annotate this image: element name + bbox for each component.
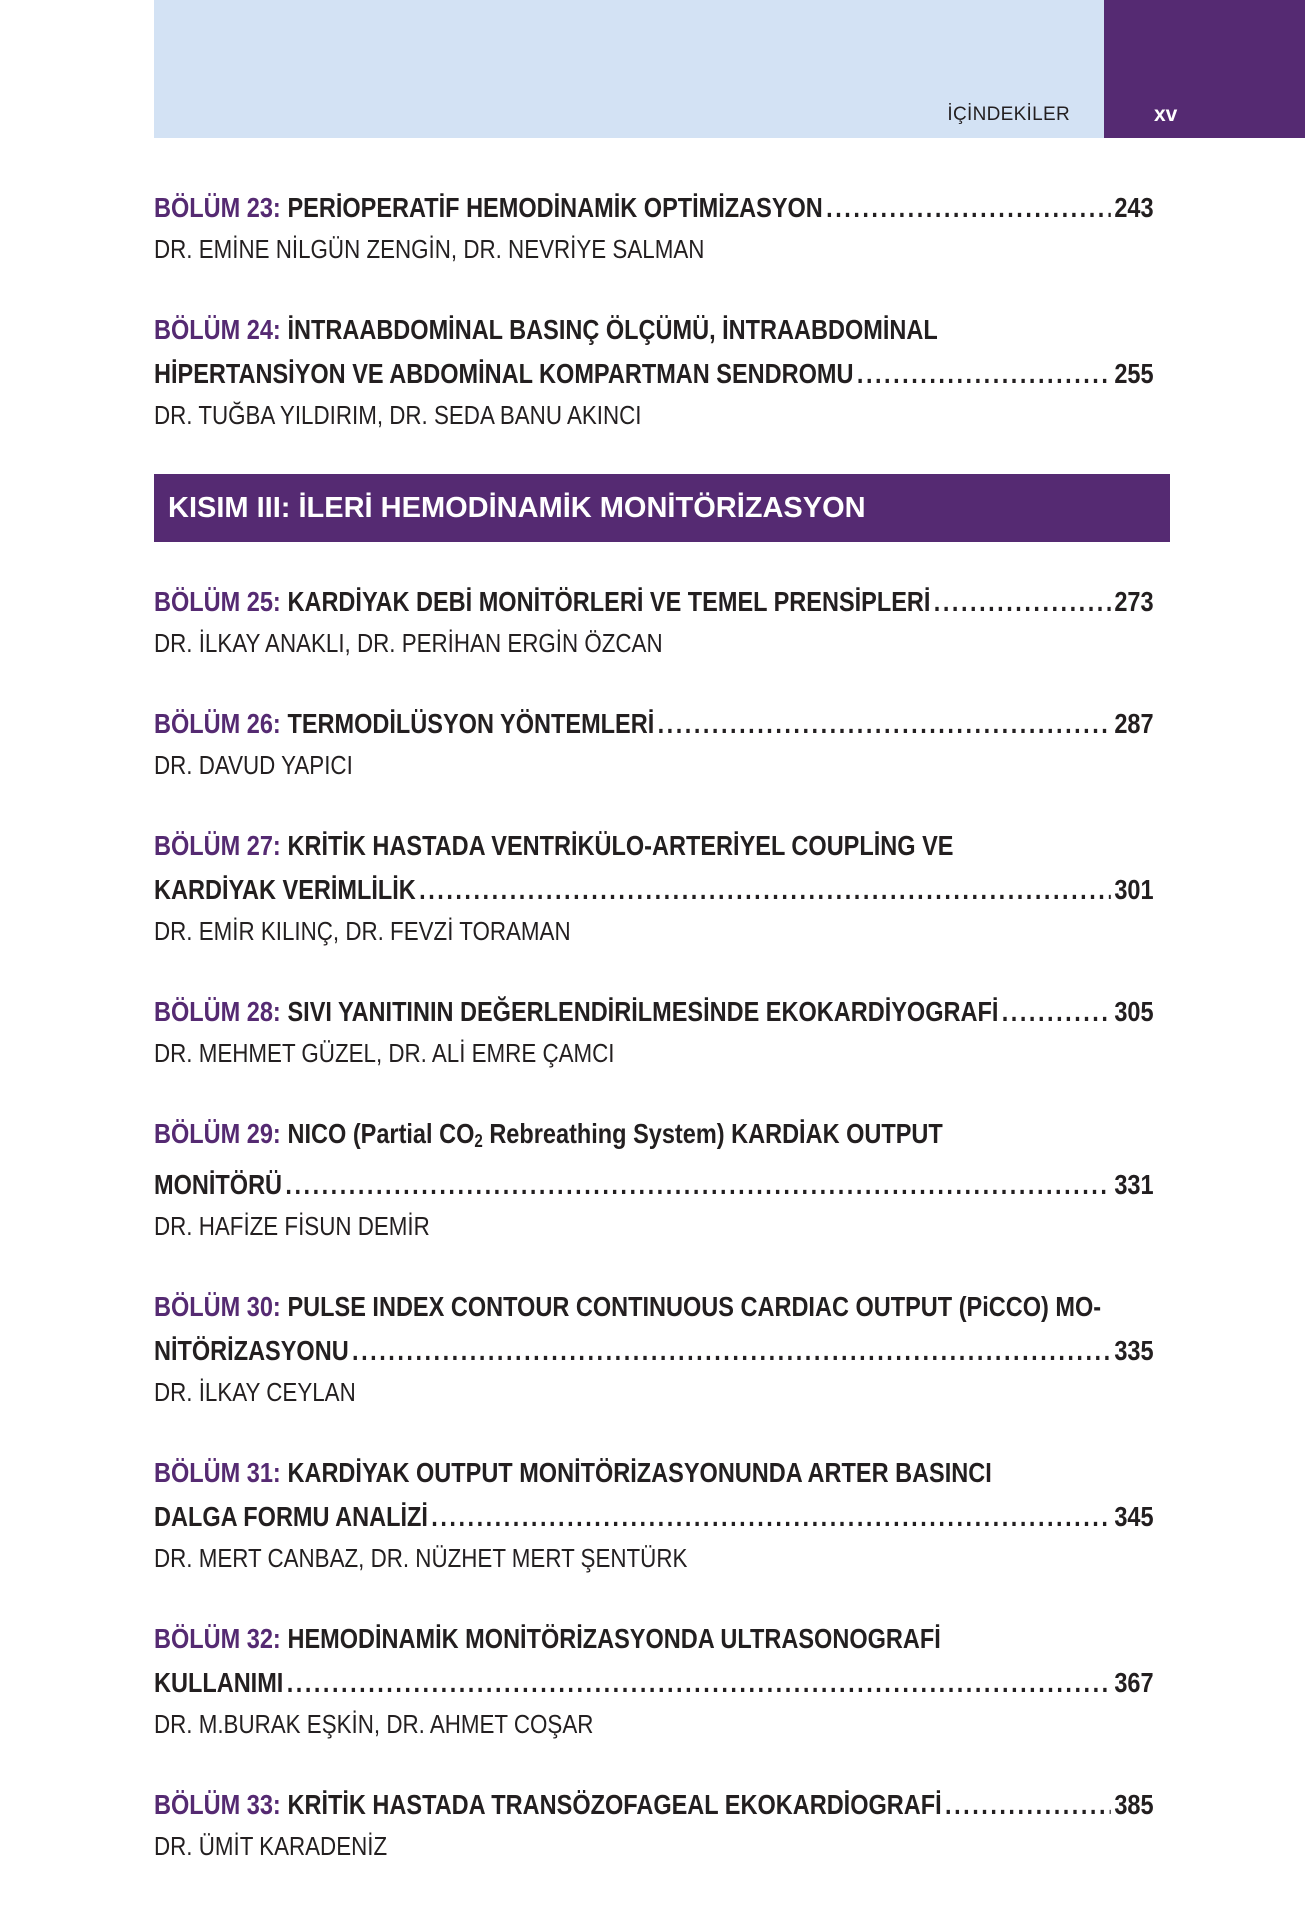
chapter-title-cont: HİPERTANSİYON VE ABDOMİNAL KOMPARTMAN SENDROMU — [154, 358, 854, 389]
dot-leader — [658, 702, 1111, 746]
chapter-title — [287, 1112, 942, 1163]
toc-entry-line — [154, 308, 1154, 352]
chapter-title: HEMODİNAMİK MONİTÖRİZASYONDA ULTRASONOGRAFİ — [287, 1623, 941, 1654]
chapter-authors: DR. MERT CANBAZ, DR. NÜZHET MERT ŞENTÜRK — [154, 1543, 688, 1573]
chapter-title: KARDİYAK OUTPUT MONİTÖRİZASYONUNDA ARTER BASINCI — [287, 1457, 992, 1488]
toc-entry-31[interactable] — [154, 1451, 1154, 1577]
header-band — [154, 0, 1104, 138]
chapter-page: 331 — [1114, 1169, 1154, 1200]
chapter-label: BÖLÜM 28: — [154, 996, 281, 1027]
chapter-title: TERMODİLÜSYON YÖNTEMLERİ — [287, 708, 655, 739]
chapter-page: 335 — [1114, 1335, 1154, 1366]
chapter-label: BÖLÜM 32: — [154, 1623, 281, 1654]
toc-entry-33[interactable] — [154, 1783, 1154, 1865]
toc-entry-line — [154, 868, 1154, 912]
dot-leader — [857, 352, 1111, 396]
chapter-title-cont: MONİTÖRÜ — [154, 1169, 283, 1200]
chapter-authors: DR. İLKAY CEYLAN — [154, 1377, 356, 1407]
toc-entry-line — [154, 1495, 1154, 1539]
dot-leader — [934, 580, 1111, 624]
chapter-label: BÖLÜM 23: — [154, 192, 281, 223]
chapter-authors: DR. HAFİZE FİSUN DEMİR — [154, 1211, 430, 1241]
toc-entry-line — [154, 186, 1154, 230]
chapter-title: SIVI YANITININ DEĞERLENDİRİLMESİNDE EKOKARDİYOGRAFİ — [287, 996, 999, 1027]
dot-leader — [826, 186, 1111, 230]
chapter-title-cont: NİTÖRİZASYONU — [154, 1335, 349, 1366]
chapter-authors: DR. MEHMET GÜZEL, DR. ALİ EMRE ÇAMCI — [154, 1038, 615, 1068]
toc-entry-line — [154, 1285, 1154, 1329]
toc-entry-25[interactable] — [154, 580, 1154, 662]
dot-leader — [945, 1783, 1111, 1827]
toc-entry-27[interactable] — [154, 824, 1154, 950]
chapter-label: BÖLÜM 30: — [154, 1291, 281, 1322]
chapter-page: 345 — [1114, 1501, 1154, 1532]
chapter-title: PERİOPERATİF HEMODİNAMİK OPTİMİZASYON — [287, 192, 823, 223]
chapter-page: 385 — [1114, 1789, 1154, 1820]
chapter-page: 287 — [1114, 708, 1154, 739]
page-number: xv — [1154, 103, 1178, 126]
toc-entry-line — [154, 1661, 1154, 1705]
chapter-authors: DR. EMİNE NİLGÜN ZENGİN, DR. NEVRİYE SALMAN — [154, 234, 705, 264]
subscript-2: 2 — [474, 1131, 483, 1151]
chapter-title-cont: KULLANIMI — [154, 1667, 284, 1698]
chapter-label: BÖLÜM 29: — [154, 1118, 281, 1149]
toc-entry-23[interactable] — [154, 186, 1154, 268]
chapter-label: BÖLÜM 27: — [154, 830, 281, 861]
chapter-authors: DR. M.BURAK EŞKİN, DR. AHMET COŞAR — [154, 1709, 594, 1739]
chapter-authors: DR. EMİR KILINÇ, DR. FEVZİ TORAMAN — [154, 916, 571, 946]
chapter-label: BÖLÜM 24: — [154, 314, 281, 345]
dot-leader — [285, 1163, 1111, 1207]
part-heading — [154, 474, 1170, 542]
chapter-title: PULSE INDEX CONTOUR CONTINUOUS CARDIAC OUTPUT (PiCCO) MO- — [287, 1291, 1102, 1322]
chapter-page: 305 — [1114, 996, 1154, 1027]
chapter-title-part: NICO (Partial CO — [287, 1118, 475, 1149]
page-number-tab — [1104, 0, 1305, 138]
toc-entry-line — [154, 1163, 1154, 1207]
chapter-label: BÖLÜM 26: — [154, 708, 281, 739]
chapter-authors: DR. DAVUD YAPICI — [154, 750, 353, 780]
chapter-authors: DR. TUĞBA YILDIRIM, DR. SEDA BANU AKINCI — [154, 400, 642, 430]
dot-leader — [419, 868, 1111, 912]
chapter-title: KARDİYAK DEBİ MONİTÖRLERİ VE TEMEL PRENSİPLERİ — [287, 586, 931, 617]
toc-entry-line — [154, 702, 1154, 746]
part-title: KISIM III: İLERİ HEMODİNAMİK MONİTÖRİZASYON — [168, 491, 866, 524]
toc-entry-line — [154, 1783, 1154, 1827]
toc-entry-line — [154, 580, 1154, 624]
chapter-page: 255 — [1114, 358, 1154, 389]
toc-entry-29[interactable] — [154, 1112, 1154, 1245]
chapter-title: KRİTİK HASTADA TRANSÖZOFAGEAL EKOKARDİOGRAFİ — [287, 1789, 942, 1820]
chapter-title-cont: KARDİYAK VERİMLİLİK — [154, 874, 416, 905]
dot-leader — [1002, 990, 1111, 1034]
toc-entry-28[interactable] — [154, 990, 1154, 1072]
toc-entry-line — [154, 1617, 1154, 1661]
toc-entry-line — [154, 1112, 1154, 1163]
chapter-page: 367 — [1114, 1667, 1154, 1698]
chapter-authors: DR. ÜMİT KARADENİZ — [154, 1831, 388, 1861]
toc-entry-26[interactable] — [154, 702, 1154, 784]
chapter-title: İNTRAABDOMİNAL BASINÇ ÖLÇÜMÜ, İNTRAABDOMİNAL — [287, 314, 938, 345]
chapter-page: 243 — [1114, 192, 1154, 223]
toc-entry-line — [154, 990, 1154, 1034]
chapter-title: KRİTİK HASTADA VENTRİKÜLO-ARTERİYEL COUPLİNG VE — [287, 830, 954, 861]
dot-leader — [352, 1329, 1111, 1373]
toc-entry-line — [154, 1329, 1154, 1373]
chapter-page: 273 — [1114, 586, 1154, 617]
chapter-label: BÖLÜM 25: — [154, 586, 281, 617]
chapter-title-part: Rebreathing System) KARDİAK OUTPUT — [482, 1118, 943, 1149]
toc-entry-line — [154, 1451, 1154, 1495]
toc-entry-32[interactable] — [154, 1617, 1154, 1743]
table-of-contents — [154, 186, 1154, 1905]
chapter-authors: DR. İLKAY ANAKLI, DR. PERİHAN ERGİN ÖZCAN — [154, 628, 663, 658]
dot-leader — [287, 1661, 1111, 1705]
chapter-label: BÖLÜM 33: — [154, 1789, 281, 1820]
chapter-label: BÖLÜM 31: — [154, 1457, 281, 1488]
dot-leader — [431, 1495, 1111, 1539]
chapter-page: 301 — [1114, 874, 1154, 905]
running-header-title: İÇİNDEKİLER — [947, 104, 1070, 125]
toc-entry-line — [154, 352, 1154, 396]
chapter-title-cont: DALGA FORMU ANALİZİ — [154, 1501, 428, 1532]
toc-entry-30[interactable] — [154, 1285, 1154, 1411]
toc-entry-24[interactable] — [154, 308, 1154, 434]
toc-entry-line — [154, 824, 1154, 868]
